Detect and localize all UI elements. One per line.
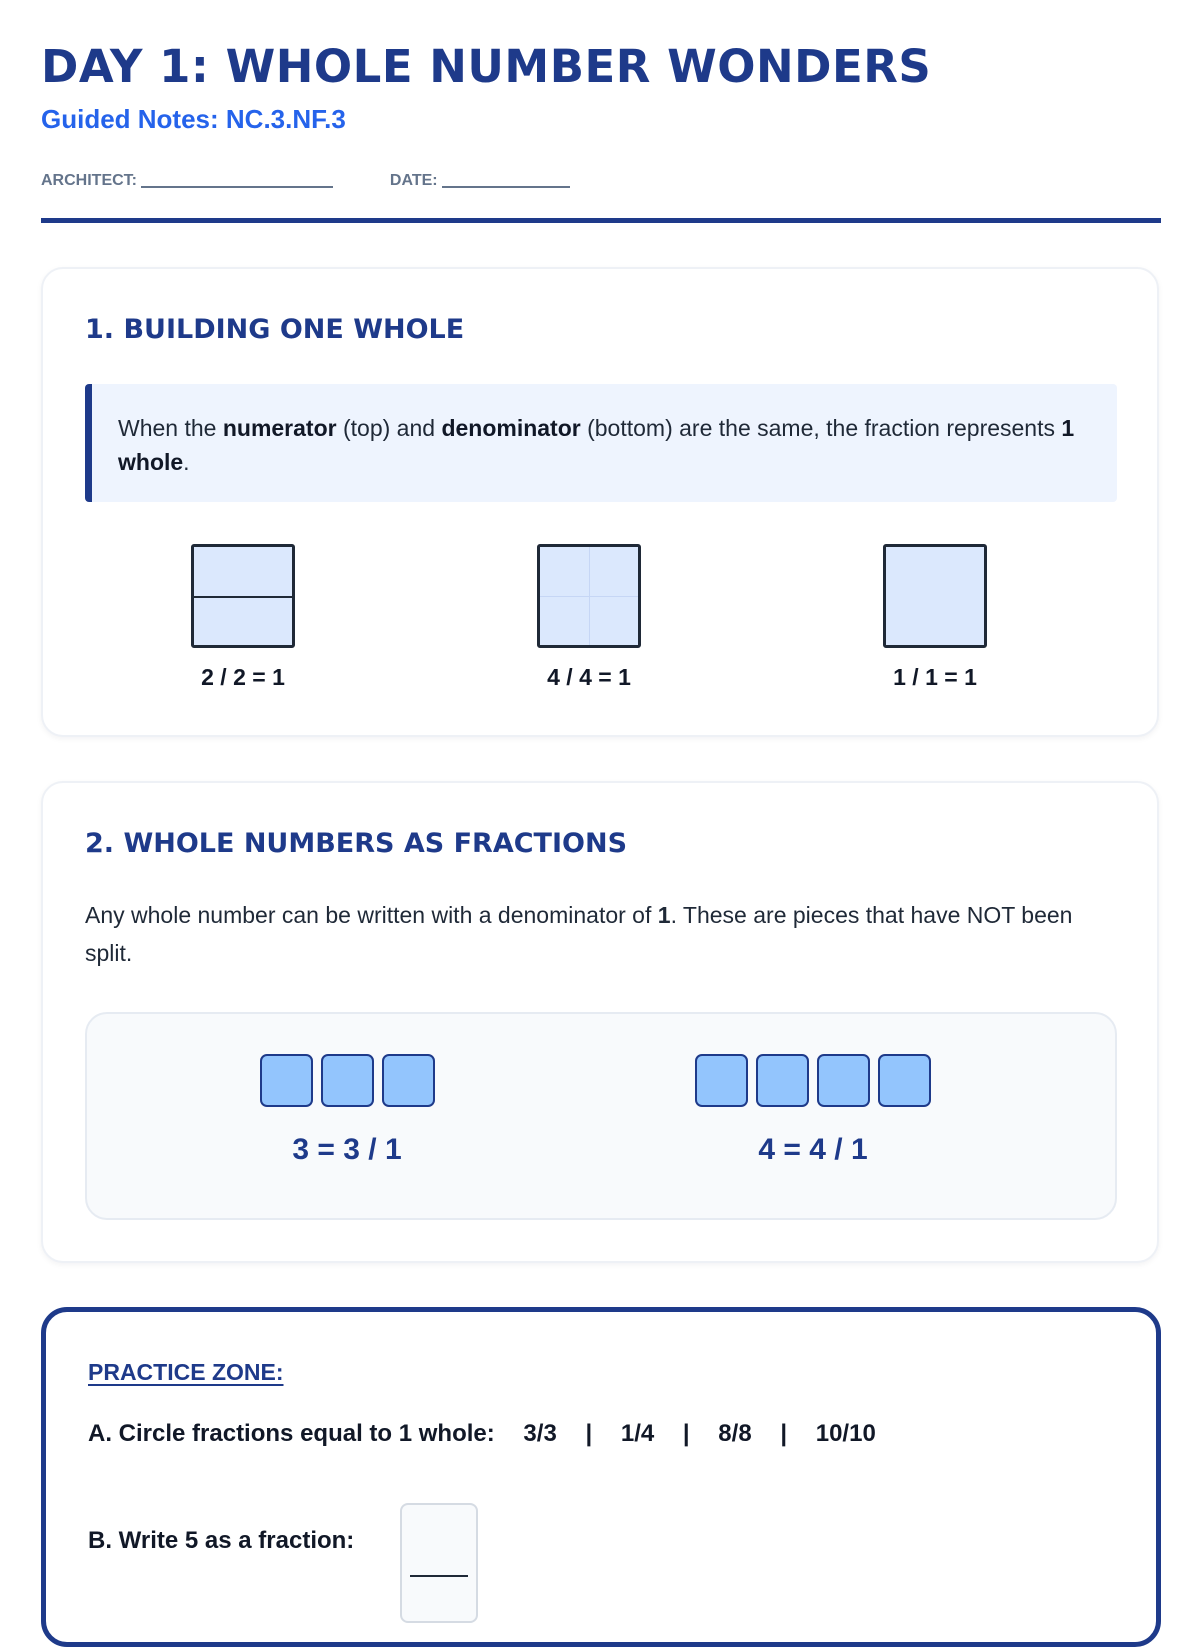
fraction-caption: 2 / 2 = 1 — [201, 664, 285, 690]
example-three — [247, 1054, 447, 1167]
unit-tile — [756, 1054, 809, 1107]
example-four — [693, 1054, 933, 1167]
architect-blank[interactable] — [141, 170, 333, 188]
square-quarters — [537, 544, 641, 648]
fraction-visual-quarters — [489, 544, 689, 691]
option-3-3[interactable]: 3/3 — [523, 1420, 557, 1447]
date-blank[interactable] — [442, 170, 570, 188]
unit-tile — [382, 1054, 435, 1107]
page-title: DAY 1: WHOLE NUMBER WONDERS — [41, 40, 932, 93]
option-separator: | — [780, 1420, 788, 1447]
fraction-visual-halves — [143, 544, 343, 691]
square-halves — [191, 544, 295, 648]
unit-tile — [321, 1054, 374, 1107]
fraction-caption: 4 / 4 = 1 — [547, 664, 631, 690]
date-label: DATE: — [389, 172, 438, 189]
section-whole-numbers-as-fractions — [41, 781, 1159, 1263]
tile-group — [693, 1054, 933, 1107]
question-b-text: B. Write 5 as a fraction: — [88, 1527, 355, 1554]
question-a-text: A. Circle fractions equal to 1 whole: — [88, 1420, 495, 1447]
header-meta — [41, 170, 570, 190]
section-heading: 2. WHOLE NUMBERS AS FRACTIONS — [85, 828, 628, 859]
option-8-8[interactable]: 8/8 — [718, 1420, 752, 1447]
square-whole — [883, 544, 987, 648]
option-separator: | — [585, 1420, 593, 1447]
fraction-caption: 1 / 1 = 1 — [893, 664, 977, 690]
unit-tile — [817, 1054, 870, 1107]
fraction-answer-box[interactable] — [400, 1503, 478, 1623]
practice-title: PRACTICE ZONE: — [88, 1359, 284, 1385]
definition-callout: When the numerator (top) and denominator (bottom) are the same, the fraction represents 1 whole. — [85, 384, 1117, 502]
unit-tile — [878, 1054, 931, 1107]
fraction-bar — [410, 1575, 468, 1577]
practice-zone — [41, 1307, 1161, 1647]
tile-group — [247, 1054, 447, 1107]
fraction-visual-whole — [835, 544, 1035, 691]
section-heading: 1. BUILDING ONE WHOLE — [85, 314, 465, 345]
section-building-one-whole — [41, 267, 1159, 737]
unit-tile — [260, 1054, 313, 1107]
option-1-4[interactable]: 1/4 — [620, 1420, 655, 1447]
option-10-10[interactable]: 10/10 — [815, 1420, 876, 1447]
examples-panel — [85, 1012, 1117, 1220]
architect-label: ARCHITECT: — [41, 172, 137, 189]
question-a — [88, 1420, 876, 1448]
option-separator: | — [682, 1420, 690, 1447]
example-equation: 3 = 3 / 1 — [292, 1133, 402, 1166]
header-divider — [41, 218, 1161, 223]
page-subtitle: Guided Notes: NC.3.NF.3 — [41, 104, 346, 134]
unit-tile — [695, 1054, 748, 1107]
explanation-text: Any whole number can be written with a denominator of 1. These are pieces that have NOT been split. — [85, 902, 1073, 966]
example-equation: 4 = 4 / 1 — [758, 1133, 868, 1166]
